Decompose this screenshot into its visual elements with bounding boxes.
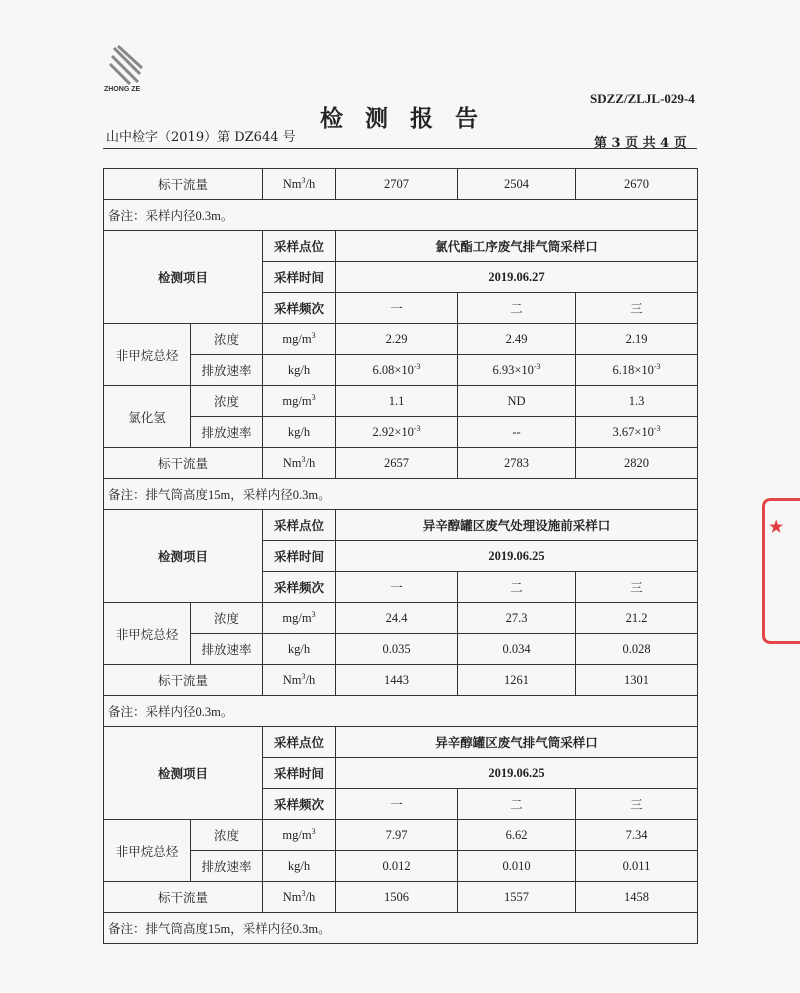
table-cell: 三 xyxy=(576,572,698,603)
table-cell: 二 xyxy=(458,789,576,820)
table-cell: 标干流量 xyxy=(104,448,263,479)
table-cell: 7.97 xyxy=(336,820,458,851)
table-cell: 标干流量 xyxy=(104,665,263,696)
table-cell: kg/h xyxy=(263,355,336,386)
table-row xyxy=(104,386,698,417)
table-cell: 标干流量 xyxy=(104,882,263,913)
table-cell: 0.012 xyxy=(336,851,458,882)
table-cell xyxy=(336,355,458,386)
table-cell: 2.49 xyxy=(458,324,576,355)
table-cell: 1.3 xyxy=(576,386,698,417)
table-cell: 2.29 xyxy=(336,324,458,355)
table-cell: 排放速率 xyxy=(191,355,263,386)
cell-text: /h xyxy=(305,673,316,688)
table-cell: 异辛醇罐区废气排气筒采样口 xyxy=(336,727,698,758)
cell-text: 3 xyxy=(301,454,306,464)
table-row xyxy=(104,727,698,758)
table-cell xyxy=(576,417,698,448)
cell-text: mg/m xyxy=(282,394,312,409)
table-cell xyxy=(336,417,458,448)
table-cell: 非甲烷总烃 xyxy=(104,820,191,882)
table-row xyxy=(104,882,698,913)
table-cell xyxy=(458,355,576,386)
table-cell xyxy=(263,448,336,479)
table-cell: 采样点位 xyxy=(263,510,336,541)
cell-text: 2.92×10 xyxy=(372,425,414,440)
table-cell xyxy=(263,324,336,355)
table-cell: 2783 xyxy=(458,448,576,479)
table-row xyxy=(104,324,698,355)
cell-text: 6.18×10 xyxy=(612,363,654,378)
table-row xyxy=(104,355,698,386)
table-cell: 一 xyxy=(336,572,458,603)
table-cell: kg/h xyxy=(263,634,336,665)
cell-text: -3 xyxy=(533,361,541,371)
cell-text: 3 xyxy=(301,175,306,185)
table-cell: 采样点位 xyxy=(263,231,336,262)
zhongze-logo-icon xyxy=(106,44,146,86)
table-cell: 0.010 xyxy=(458,851,576,882)
table-cell: 采样频次 xyxy=(263,293,336,324)
table-cell: kg/h xyxy=(263,851,336,882)
cell-text: 3 xyxy=(311,392,316,402)
cell-text: 3 xyxy=(301,888,306,898)
cell-text: mg/m xyxy=(282,332,312,347)
table-cell: 排放速率 xyxy=(191,634,263,665)
table-cell: 备注：排气筒高度15m，采样内径0.3m。 xyxy=(104,913,698,944)
note-row xyxy=(104,200,698,231)
document-number: 山中检字（2019）第 DZ644 号 xyxy=(106,130,296,145)
table-cell: 排放速率 xyxy=(191,417,263,448)
table-cell: 2820 xyxy=(576,448,698,479)
table-cell: 2019.06.25 xyxy=(336,541,698,572)
table-cell: 备注：排气筒高度15m，采样内径0.3m。 xyxy=(104,479,698,510)
table-cell: 备注：采样内径0.3m。 xyxy=(104,200,698,231)
table-row xyxy=(104,851,698,882)
table-cell: 三 xyxy=(576,293,698,324)
table-cell: 异辛醇罐区废气处理设施前采样口 xyxy=(336,510,698,541)
note-row xyxy=(104,913,698,944)
table-cell: 检测项目 xyxy=(104,231,263,324)
table-cell: 采样频次 xyxy=(263,572,336,603)
table-cell xyxy=(263,665,336,696)
cell-text: 6.08×10 xyxy=(372,363,414,378)
table-cell xyxy=(263,169,336,200)
table-cell: kg/h xyxy=(263,417,336,448)
results-table xyxy=(103,168,698,944)
table-cell: 采样时间 xyxy=(263,262,336,293)
table-row xyxy=(104,169,698,200)
table-cell: 氯化氢 xyxy=(104,386,191,448)
table-cell: 2657 xyxy=(336,448,458,479)
cell-text: -3 xyxy=(653,361,661,371)
table-cell: 非甲烷总烃 xyxy=(104,603,191,665)
table-cell: 27.3 xyxy=(458,603,576,634)
form-code: SDZZ/ZLJL-029-4 xyxy=(590,91,695,106)
cell-text: /h xyxy=(305,177,316,192)
table-cell: 0.011 xyxy=(576,851,698,882)
cell-text: 3 xyxy=(311,330,316,340)
cell-text: -3 xyxy=(413,423,421,433)
cell-text: Nm xyxy=(282,890,302,905)
table-cell: 采样点位 xyxy=(263,727,336,758)
table-cell: 1.1 xyxy=(336,386,458,417)
table-cell: 21.2 xyxy=(576,603,698,634)
table-cell: 0.035 xyxy=(336,634,458,665)
table-cell: 浓度 xyxy=(191,324,263,355)
table-row xyxy=(104,820,698,851)
table-cell: 1301 xyxy=(576,665,698,696)
report-title: 检测报告 xyxy=(320,105,500,132)
table-row xyxy=(104,417,698,448)
red-seal-stamp: ★ xyxy=(762,498,800,644)
note-row xyxy=(104,696,698,727)
cell-text: -3 xyxy=(413,361,421,371)
table-cell: 2670 xyxy=(576,169,698,200)
table-cell: 1458 xyxy=(576,882,698,913)
table-cell: 检测项目 xyxy=(104,727,263,820)
table-cell: 2019.06.25 xyxy=(336,758,698,789)
table-row xyxy=(104,231,698,262)
cell-text: Nm xyxy=(282,177,302,192)
table-cell xyxy=(263,820,336,851)
table-cell: 2707 xyxy=(336,169,458,200)
table-cell: 二 xyxy=(458,293,576,324)
table-cell: 0.028 xyxy=(576,634,698,665)
table-cell: 二 xyxy=(458,572,576,603)
page-number: 第 3 页 共 4 页 xyxy=(594,136,687,151)
table-cell xyxy=(263,603,336,634)
table-cell: 采样时间 xyxy=(263,758,336,789)
table-row xyxy=(104,448,698,479)
table-cell: 7.34 xyxy=(576,820,698,851)
table-cell: 备注：采样内径0.3m。 xyxy=(104,696,698,727)
header-rule xyxy=(103,148,697,149)
table-cell xyxy=(263,882,336,913)
table-cell: 采样频次 xyxy=(263,789,336,820)
table-cell xyxy=(576,355,698,386)
cell-text: mg/m xyxy=(282,828,312,843)
cell-text: 3 xyxy=(311,826,316,836)
table-cell: 浓度 xyxy=(191,820,263,851)
table-cell: 采样时间 xyxy=(263,541,336,572)
table-cell: 三 xyxy=(576,789,698,820)
table-cell: 氯代酯工序废气排气筒采样口 xyxy=(336,231,698,262)
table-cell: 浓度 xyxy=(191,386,263,417)
table-row xyxy=(104,603,698,634)
cell-text: Nm xyxy=(282,456,302,471)
table-cell: 排放速率 xyxy=(191,851,263,882)
table-cell: 1557 xyxy=(458,882,576,913)
note-row xyxy=(104,479,698,510)
table-row xyxy=(104,665,698,696)
table-cell: 0.034 xyxy=(458,634,576,665)
table-row xyxy=(104,634,698,665)
table-cell: 一 xyxy=(336,293,458,324)
table-cell: 一 xyxy=(336,789,458,820)
table-cell: 检测项目 xyxy=(104,510,263,603)
table-cell: 1506 xyxy=(336,882,458,913)
table-cell: 24.4 xyxy=(336,603,458,634)
table-cell: 6.62 xyxy=(458,820,576,851)
table-cell: 2019.06.27 xyxy=(336,262,698,293)
table-cell: 1443 xyxy=(336,665,458,696)
table-cell: 2504 xyxy=(458,169,576,200)
table-cell: 浓度 xyxy=(191,603,263,634)
table-cell: 1261 xyxy=(458,665,576,696)
table-cell xyxy=(263,386,336,417)
cell-text: 6.93×10 xyxy=(492,363,534,378)
cell-text: /h xyxy=(305,456,316,471)
cell-text: Nm xyxy=(282,673,302,688)
cell-text: 3.67×10 xyxy=(612,425,654,440)
cell-text: -3 xyxy=(653,423,661,433)
logo-text: ZHONG ZE xyxy=(104,86,141,93)
cell-text: 3 xyxy=(311,609,316,619)
table-cell: 标干流量 xyxy=(104,169,263,200)
cell-text: 3 xyxy=(301,671,306,681)
table-cell: ND xyxy=(458,386,576,417)
table-cell: -- xyxy=(458,417,576,448)
table-cell: 2.19 xyxy=(576,324,698,355)
cell-text: /h xyxy=(305,890,316,905)
table-row xyxy=(104,510,698,541)
cell-text: mg/m xyxy=(282,611,312,626)
table-cell: 非甲烷总烃 xyxy=(104,324,191,386)
